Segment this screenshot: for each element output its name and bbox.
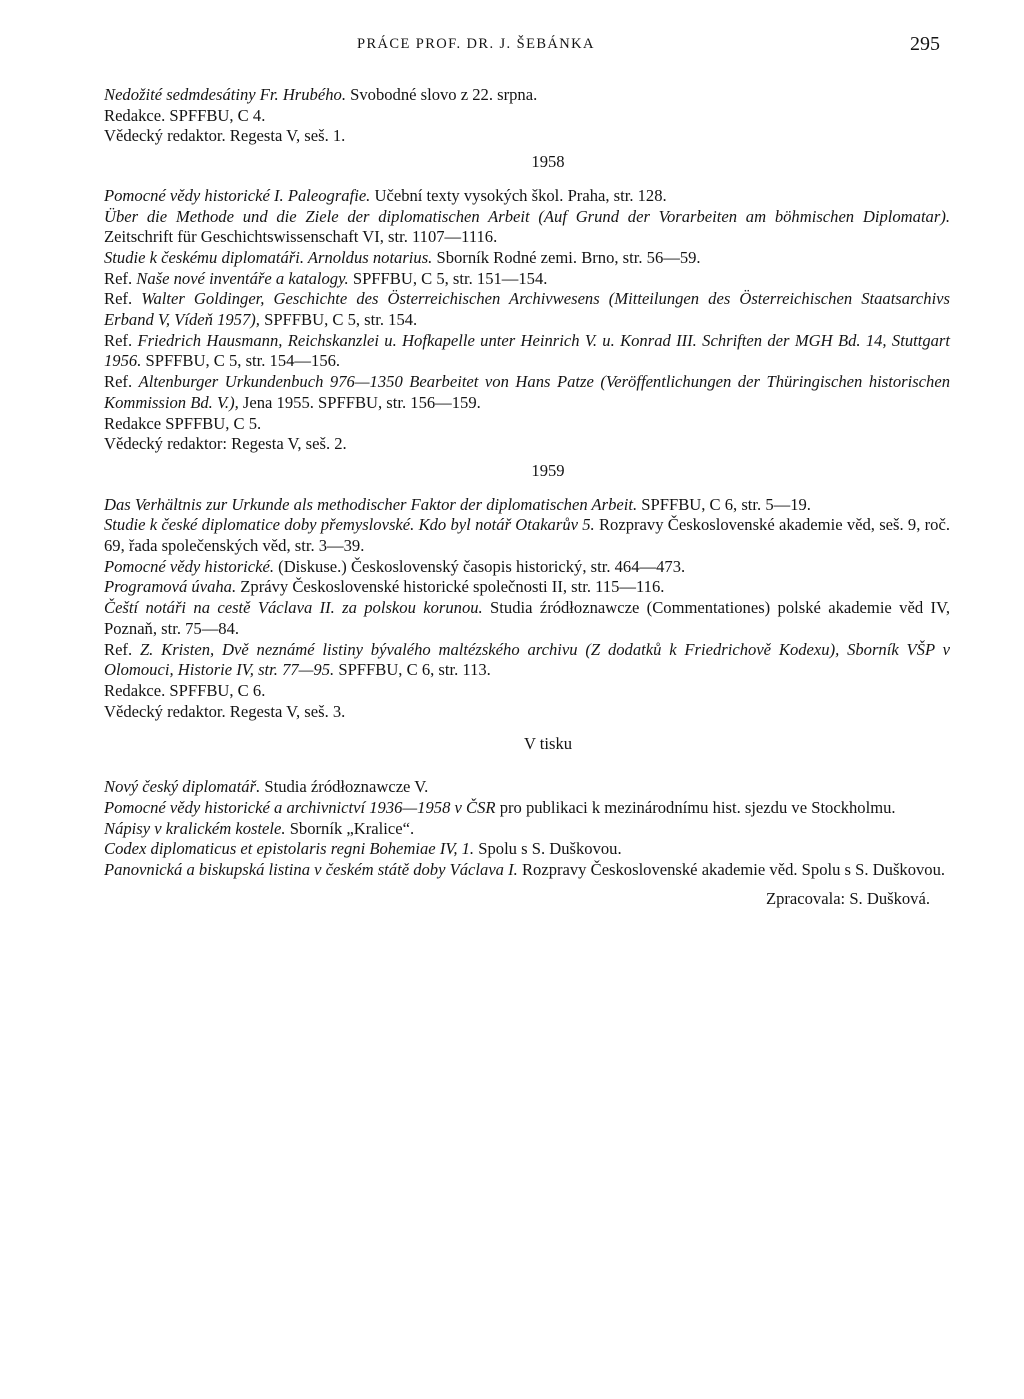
entry-details: Svobodné slovo z 22. srpna. <box>345 85 538 104</box>
running-head: PRÁCE PROF. DR. J. ŠEBÁNKA <box>357 36 595 52</box>
bibliography-entry <box>104 598 950 639</box>
entry-details: Rozpravy Československé akademie věd. Spolu s S. Duškovou. <box>517 859 946 879</box>
entries-in-press <box>104 777 950 881</box>
bibliography-entry <box>104 207 950 248</box>
entries-1958 <box>104 186 950 455</box>
bibliography-entry <box>104 434 950 455</box>
entry-title: Panovnická a biskupská listina v českém státě doby Václava I. <box>104 859 518 879</box>
bibliography-entry <box>104 269 950 290</box>
entry-title: Codex diplomaticus et epistolaris regni Bohemiae IV, 1. <box>104 839 475 859</box>
entry-prefix: Ref. <box>104 372 139 392</box>
entry-details: Jena 1955. SPFFBU, str. 156—159. <box>238 392 481 412</box>
bibliography-entry <box>104 798 950 819</box>
entry-prefix: Ref. <box>104 330 138 350</box>
entry-details: Vědecký redaktor: Regesta V, seš. 2. <box>104 434 347 454</box>
bibliography-entry <box>104 186 950 207</box>
entry-details: Zeitschrift für Geschichtswissenschaft VI, str. 1107—1116. <box>104 227 498 247</box>
entry-details: Vědecký redaktor. Regesta V, seš. 1. <box>104 126 346 146</box>
entry-details: SPFFBU, C 5, str. 154—156. <box>141 351 341 371</box>
entry-details: Redakce. SPFFBU, C 6. <box>104 680 266 700</box>
entry-details: Zprávy Československé historické společnosti II, str. 115—116. <box>236 577 665 597</box>
entry-prefix: Ref. <box>104 268 137 288</box>
bibliography-entry <box>104 839 950 860</box>
bibliography-entry <box>104 414 950 435</box>
bibliography-entry <box>104 331 950 372</box>
entry-details: Redakce. SPFFBU, C 4. <box>104 105 266 125</box>
entry-title: Naše nové inventáře a katalogy. <box>136 268 349 288</box>
bibliography-entry <box>104 640 950 681</box>
entry-prefix: Ref. <box>104 289 142 309</box>
entry-title: Pomocné vědy historické I. Paleografie. <box>104 185 371 205</box>
entry-details: Sborník „Kralice“. <box>285 818 415 838</box>
bibliography-entry <box>104 702 950 723</box>
bibliography-entry <box>104 289 950 330</box>
entry-details: Vědecký redaktor. Regesta V, seš. 3. <box>104 701 346 721</box>
bibliography-entry <box>104 777 950 798</box>
entry-title: Nový český diplomatář. <box>104 777 261 797</box>
entry-prefix: Ref. <box>104 639 140 659</box>
bibliography-entry <box>104 577 950 598</box>
entry-details: SPFFBU, C 6, str. 5—19. <box>637 494 811 514</box>
page-number: 295 <box>910 33 940 55</box>
entry-details: SPFFBU, C 6, str. 113. <box>334 660 491 680</box>
entry-details: Studia źródłoznawcze (Commentationes) polské akademie věd IV, Poznaň, str. 75—84. <box>104 598 950 638</box>
entry-details: (Diskuse.) Československý časopis historický, str. 464—473. <box>274 556 686 576</box>
entry-title: Walter Goldinger, Geschichte des Österreichischen Archivwesens (Mitteilungen des Österreichischen Staatsarchivs Erband V, Vídeň 1957), <box>104 289 951 330</box>
bibliography-entry <box>104 372 950 413</box>
year-heading-1959: 1959 <box>531 460 565 480</box>
entry-details: Učební texty vysokých škol. Praha, str. 128. <box>370 185 667 205</box>
entry-title: Pomocné vědy historické. <box>104 556 275 576</box>
entry-title: Nápisy v kralickém kostele. <box>104 818 286 838</box>
entry-details: Redakce SPFFBU, C 5. <box>104 413 262 433</box>
entry-title: Altenburger Urkundenbuch 976—1350 Bearbeitet von Hans Patze (Veröffentlichungen der Thüringischen historischen Kommission Bd. V.), <box>104 372 950 412</box>
entry-title: Programová úvaha. <box>104 577 237 597</box>
page-header <box>0 33 1024 59</box>
entry-title: Friedrich Hausmann, Reichskanzlei u. Hofkapelle unter Heinrich V. u. Konrad III. Schriften der MGH Bd. 14, Stuttgart 1956. <box>104 330 950 371</box>
entry-title: Čeští notáři na cestě Václava II. za polskou korunou. <box>104 598 483 618</box>
entries-1959 <box>104 495 950 723</box>
bibliography-entry <box>104 515 950 556</box>
year-heading-1958: 1958 <box>531 152 565 172</box>
entry-details: Sborník Rodné zemi. Brno, str. 56—59. <box>432 247 701 267</box>
bibliography-entry <box>104 85 950 106</box>
entry-title: Pomocné vědy historické a archivnictví 1936—1958 v ČSR <box>104 797 496 817</box>
signature: Zpracovala: S. Dušková. <box>765 888 930 908</box>
entry-title: Über die Methode und die Ziele der diplomatischen Arbeit (Auf Grund der Vorarbeiten am böhmischen Diplomatar). <box>104 206 950 226</box>
bibliography-entry <box>104 557 950 578</box>
section-heading-in-press: V tisku <box>523 734 573 754</box>
bibliography-entry <box>104 681 950 702</box>
entry-details: SPFFBU, C 5, str. 151—154. <box>348 268 548 288</box>
entry-details: Studia źródłoznawcze V. <box>260 777 429 797</box>
bibliography-entry <box>104 126 950 147</box>
bibliography-body <box>104 85 950 909</box>
entry-details: Rozpravy Československé akademie věd, seš. 9, roč. 69, řada společenských věd, str. 3—39. <box>104 515 950 556</box>
bibliography-entry <box>104 860 950 881</box>
entry-title: Nedožité sedmdesátiny Fr. Hrubého. <box>104 85 346 104</box>
bibliography-entry <box>104 819 950 840</box>
entry-title: Studie k českému diplomatáři. Arnoldus notarius. <box>104 247 433 267</box>
entry-details: SPFFBU, C 5, str. 154. <box>259 310 418 330</box>
entry-details: pro publikaci k mezinárodnímu hist. sjezdu ve Stockholmu. <box>495 797 896 817</box>
bibliography-entry <box>104 495 950 516</box>
entry-details: Spolu s S. Duškovou. <box>474 839 622 859</box>
entries-pre-1958 <box>104 85 950 147</box>
entry-title: Das Verhältnis zur Urkunde als methodischer Faktor der diplomatischen Arbeit. <box>104 494 638 514</box>
bibliography-entry <box>104 106 950 127</box>
entry-title: Z. Kristen, Dvě neznámé listiny bývalého maltézského archivu (Z dodatků k Friedrichově Kodexu), Sborník VŠP v Olomouci, Historie IV, str. 77—95. <box>104 639 950 680</box>
bibliography-entry <box>104 248 950 269</box>
entry-title: Studie k české diplomatice doby přemyslovské. Kdo byl notář Otakarův 5. <box>104 515 595 535</box>
